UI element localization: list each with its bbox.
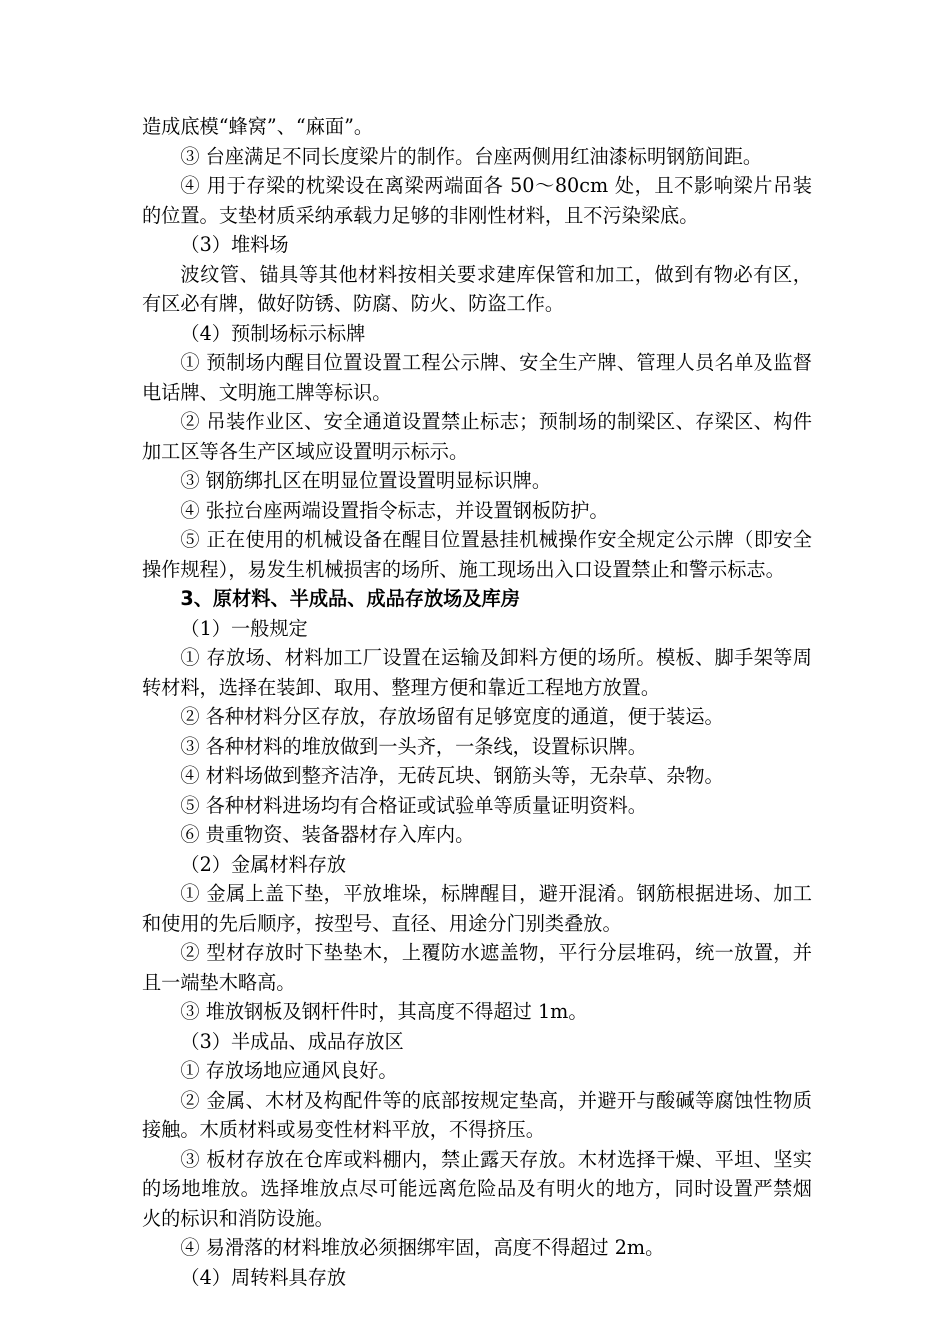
subheading-signage: （4）预制场标示标牌 (180, 321, 366, 345)
paragraph-general-1: ① 存放场、材料加工厂设置在运输及卸料方便的场所。模板、脚手架等周转材料，选择在装卸、取用、整理方便和靠近工程地方放置。 (142, 646, 812, 699)
paragraph-continuation: 造成底模“蜂窝”、“麻面”。 (142, 115, 374, 138)
paragraph-general-3: ③ 各种材料的堆放做到一头齐，一条线，设置标识牌。 (180, 734, 647, 758)
paragraph-metal-1: ① 金属上盖下垫，平放堆垛，标牌醒目，避开混淆。钢筋根据进场、加工和使用的先后顺序，按型号、直径、用途分门别类叠放。 (142, 882, 812, 935)
subheading-general-rules: （1）一般规定 (180, 616, 308, 640)
paragraph-semi-4: ④ 易滑落的材料堆放必须捆绑牢固，高度不得超过 2m。 (180, 1236, 665, 1259)
paragraph-pedestal-spacing: ③ 台座满足不同长度梁片的制作。台座两侧用红油漆标明钢筋间距。 (180, 144, 763, 168)
paragraph-semi-2: ② 金属、木材及构配件等的底部按规定垫高，并避开与酸碱等腐蚀性物质接触。木质材料或易变性材料平放，不得挤压。 (142, 1088, 812, 1141)
paragraph-stockyard: 波纹管、锚具等其他材料按相关要求建库保管和加工，做到有物必有区，有区必有牌，做好防锈、防腐、防火、防盗工作。 (142, 262, 812, 315)
paragraph-metal-3: ③ 堆放钢板及钢杆件时，其高度不得超过 1m。 (180, 1000, 588, 1023)
paragraph-general-5: ⑤ 各种材料进场均有合格证或试验单等质量证明资料。 (180, 793, 647, 817)
subheading-metal-storage: （2）金属材料存放 (180, 852, 347, 876)
paragraph-signage-4: ④ 张拉台座两端设置指令标志，并设置钢板防护。 (180, 498, 609, 522)
paragraph-general-4: ④ 材料场做到整齐洁净，无砖瓦块、钢筋头等，无杂草、杂物。 (180, 764, 724, 787)
subheading-turnover-materials: （4）周转料具存放 (180, 1265, 347, 1289)
paragraph-semi-3: ③ 板材存放在仓库或料棚内，禁止露天存放。木材选择干燥、平坦、坚实的场地堆放。选择堆放点尽可能远离危险品及有明火的地方，同时设置严禁烟火的标识和消防设施。 (142, 1147, 812, 1230)
paragraph-signage-3: ③ 钢筋绑扎区在明显位置设置明显标识牌。 (180, 469, 552, 492)
document-page (142, 112, 812, 1292)
section-heading-materials-storage: 3、原材料、半成品、成品存放场及库房 (180, 587, 520, 610)
subheading-stockyard: （3）堆料场 (180, 233, 289, 256)
paragraph-signage-2: ② 吊装作业区、安全通道设置禁止标志；预制场的制梁区、存梁区、构件加工区等各生产区域应设置明示标示。 (142, 410, 812, 463)
paragraph-semi-1: ① 存放场地应通风良好。 (180, 1059, 398, 1082)
paragraph-signage-1: ① 预制场内醒目位置设置工程公示牌、安全生产牌、管理人员名单及监督电话牌、文明施工牌等标识。 (142, 351, 812, 404)
paragraph-storage-beams: ④ 用于存梁的枕梁设在离梁两端面各 50～80cm 处，且不影响梁片吊装的位置。支垫材质采纳承载力足够的非刚性材料，且不污染梁底。 (142, 174, 812, 227)
paragraph-metal-2: ② 型材存放时下垫垫木，上覆防水遮盖物，平行分层堆码，统一放置，并且一端垫木略高。 (142, 941, 812, 994)
paragraph-signage-5: ⑤ 正在使用的机械设备在醒目位置悬挂机械操作安全规定公示牌（即安全操作规程），易发生机械损害的场所、施工现场出入口设置禁止和警示标志。 (142, 528, 812, 581)
subheading-semi-finished: （3）半成品、成品存放区 (180, 1029, 404, 1053)
paragraph-general-2: ② 各种材料分区存放，存放场留有足够宽度的通道，便于装运。 (180, 705, 724, 728)
paragraph-general-6: ⑥ 贵重物资、装备器材存入库内。 (180, 823, 475, 846)
